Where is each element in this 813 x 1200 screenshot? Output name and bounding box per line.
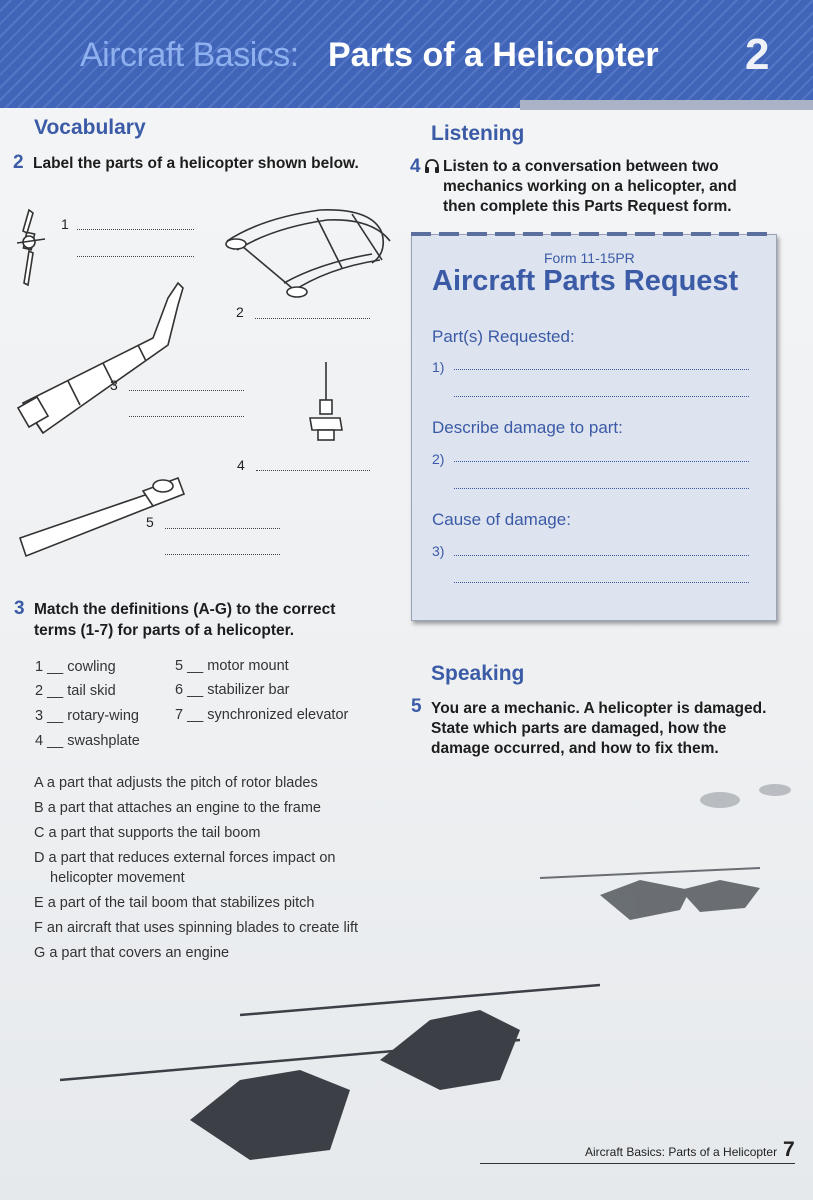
form-title: Aircraft Parts Request (432, 265, 739, 297)
skid-gear-illustration (222, 208, 402, 303)
definition-g: G a part that covers an engine (34, 945, 230, 961)
vocabulary-heading: Vocabulary (34, 116, 146, 139)
q4-line1: Listen to a conversation between two (443, 158, 719, 175)
term-item: 3 __ rotary-wing (35, 708, 139, 724)
label-1-number: 1 (61, 216, 69, 232)
rotor-head-illustration (15, 205, 55, 295)
q5-line3: damage occurred, and how to fix them. (431, 740, 719, 757)
form-item-3-number: 3) (432, 543, 445, 559)
q5-line1: You are a mechanic. A helicopter is damaged. (431, 700, 767, 717)
definition-e: E a part of the tail boom that stabilizes pitch (34, 895, 315, 911)
label-1-answer-line-2[interactable] (77, 256, 194, 257)
page-number: 7 (783, 1138, 795, 1161)
label-5-answer-line[interactable] (165, 528, 280, 529)
form-item-2-line[interactable] (454, 461, 749, 462)
form-item-1-line[interactable] (454, 369, 749, 370)
q3-number: 3 (14, 598, 25, 619)
q3-instruction-line2: terms (1-7) for parts of a helicopter. (34, 622, 295, 639)
q4-line3: then complete this Parts Request form. (443, 198, 732, 215)
footer-rule (480, 1163, 795, 1164)
form-item-1-line-2[interactable] (454, 396, 749, 397)
helicopter-formation-photo (0, 760, 813, 1160)
definition-f: F an aircraft that uses spinning blades to create lift (34, 920, 359, 936)
term-blank[interactable]: __ (187, 682, 204, 698)
definition-c: C a part that supports the tail boom (34, 825, 261, 841)
definition-d-continued: helicopter movement (50, 870, 185, 886)
definition-b: B a part that attaches an engine to the frame (34, 800, 321, 816)
term-item: 4 __ swashplate (35, 733, 140, 749)
label-5-answer-line-2[interactable] (165, 554, 280, 555)
q5-number: 5 (411, 696, 422, 717)
tail-boom-illustration (18, 283, 183, 433)
speaking-heading: Speaking (431, 662, 525, 685)
label-2-number: 2 (236, 304, 244, 320)
term-blank[interactable]: __ (187, 658, 204, 674)
term-blank[interactable]: __ (187, 707, 204, 723)
form-item-1-number: 1) (432, 359, 445, 375)
definition-d: D a part that reduces external forces impact on (34, 850, 336, 866)
footer-text: Aircraft Basics: Parts of a Helicopter (585, 1145, 778, 1159)
term-item: 6 __ stabilizer bar (175, 682, 290, 698)
describe-damage-label: Describe damage to part: (432, 418, 623, 437)
q3-instruction-line1: Match the definitions (A-G) to the correct (34, 601, 336, 618)
definition-a: A a part that adjusts the pitch of rotor blades (34, 775, 318, 791)
form-top-dashes (411, 232, 775, 236)
listening-heading: Listening (431, 122, 525, 145)
label-1-answer-line[interactable] (77, 229, 194, 230)
label-3-number: 3 (110, 377, 118, 393)
blade-grip-illustration (18, 476, 188, 561)
q2-number: 2 (13, 152, 24, 173)
term-item: 1 __ cowling (35, 659, 116, 675)
term-item: 5 __ motor mount (175, 658, 289, 674)
form-item-3-line-2[interactable] (454, 582, 749, 583)
term-item: 2 __ tail skid (35, 683, 116, 699)
headphones-icon (424, 158, 440, 174)
rotor-mast-illustration (308, 360, 343, 445)
label-3-answer-line-2[interactable] (129, 416, 244, 417)
term-blank[interactable]: __ (47, 733, 64, 749)
label-2-answer-line[interactable] (255, 318, 370, 319)
form-item-2-number: 2) (432, 451, 445, 467)
page-title: Parts of a Helicopter (328, 36, 659, 74)
form-id: Form 11-15PR (544, 250, 635, 266)
q5-line2: State which parts are damaged, how the (431, 720, 727, 737)
header-strip (520, 100, 813, 110)
page-title-prefix: Aircraft Basics: (80, 36, 299, 74)
term-blank[interactable]: __ (47, 683, 64, 699)
term-item: 7 __ synchronized elevator (175, 707, 349, 723)
unit-number: 2 (745, 30, 770, 79)
label-3-answer-line[interactable] (129, 390, 244, 391)
label-4-number: 4 (237, 457, 245, 473)
cause-of-damage-label: Cause of damage: (432, 510, 571, 529)
label-5-number: 5 (146, 514, 154, 530)
term-blank[interactable]: __ (47, 708, 64, 724)
q2-instruction: Label the parts of a helicopter shown below. (33, 155, 359, 172)
q4-line2: mechanics working on a helicopter, and (443, 178, 737, 195)
parts-requested-label: Part(s) Requested: (432, 327, 575, 346)
term-blank[interactable]: __ (47, 659, 64, 675)
q4-number: 4 (410, 156, 421, 177)
form-item-3-line[interactable] (454, 555, 749, 556)
label-4-answer-line[interactable] (256, 470, 370, 471)
form-item-2-line-2[interactable] (454, 488, 749, 489)
